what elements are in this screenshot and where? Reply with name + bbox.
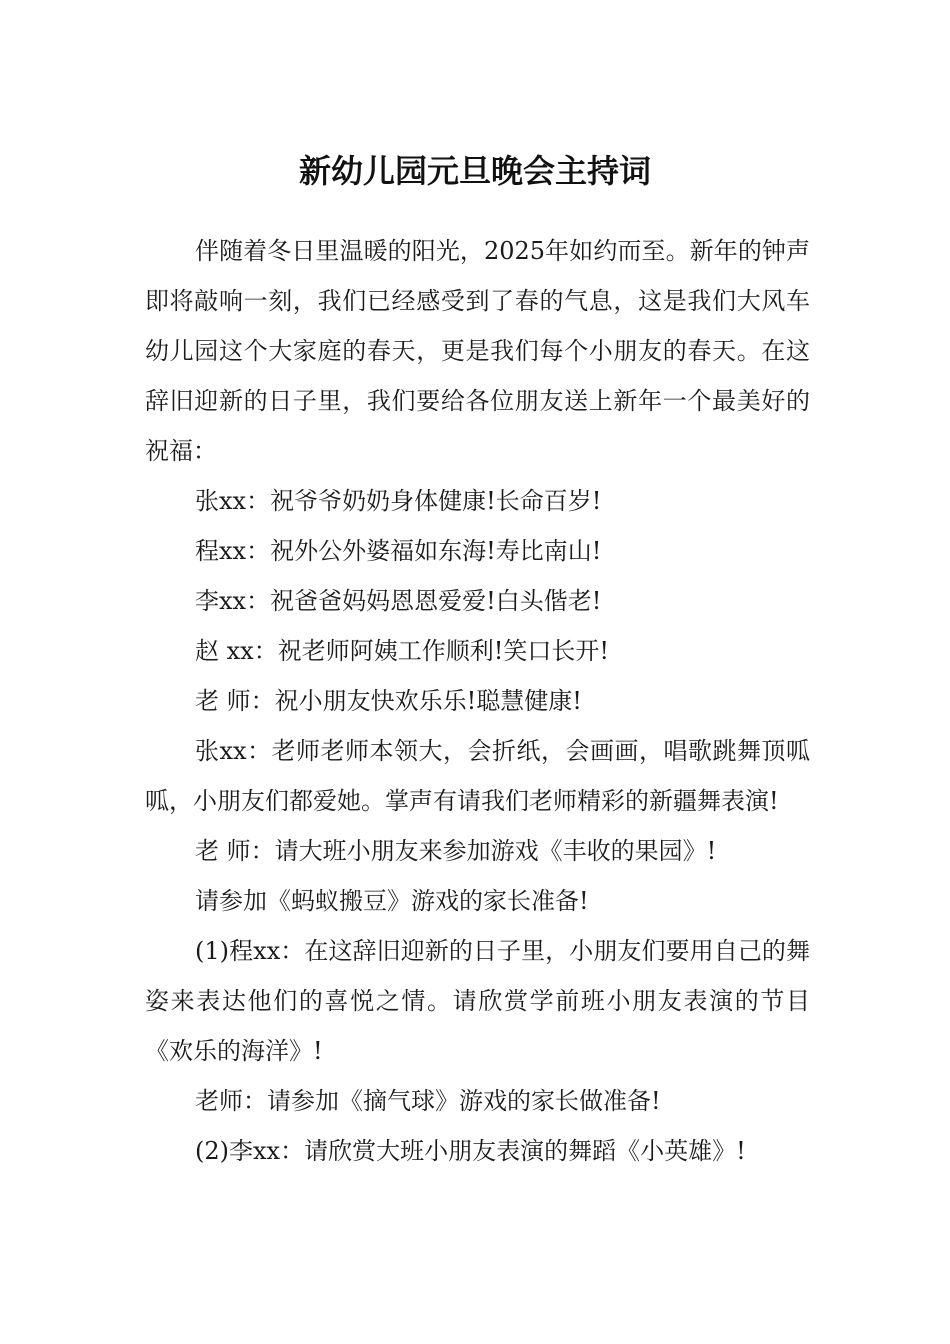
paragraph-wish-teacher: 老 师：祝小朋友快欢乐乐!聪慧健康! — [195, 687, 582, 715]
paragraph-opening: 伴随着冬日里温暖的阳光，2025年如约而至。新年的钟声即将敲响一刻，我们已经感受到了春的气息，这是我们大风车幼儿园这个大家庭的春天，更是我们每个小朋友的春天。在这辞旧迎新的日子里，我们要给各位朋友送上新年一个最美好的祝福： — [145, 237, 810, 465]
paragraph-wish-cheng: 程xx：祝外公外婆福如东海!寿比南山! — [195, 537, 602, 565]
paragraph-zhang-intro-dance: 张xx：老师老师本领大，会折纸，会画画，唱歌跳舞顶呱呱，小朋友们都爱她。掌声有请我们老师精彩的新疆舞表演! — [145, 737, 810, 815]
paragraph-wish-li: 李xx：祝爸爸妈妈恩恩爱爱!白头偕老! — [195, 587, 602, 615]
paragraph-wish-zhang: 张xx：祝爷爷奶奶身体健康!长命百岁! — [195, 487, 602, 515]
paragraph-program-2: (2)李xx：请欣赏大班小朋友表演的舞蹈《小英雄》! — [195, 1137, 746, 1165]
paragraph-teacher-game-orchard: 老 师：请大班小朋友来参加游戏《丰收的果园》! — [195, 837, 717, 865]
paragraph-ant-game-prep: 请参加《蚂蚁搬豆》游戏的家长准备! — [195, 887, 589, 915]
paragraph-wish-zhao: 赵 xx：祝老师阿姨工作顺利!笑口长开! — [195, 637, 609, 665]
document-title: 新幼儿园元旦晚会主持词 — [298, 152, 651, 191]
paragraph-program-1: (1)程xx：在这辞旧迎新的日子里，小朋友们要用自己的舞姿来表达他们的喜悦之情。请欣赏学前班小朋友表演的节目《欢乐的海洋》! — [145, 937, 810, 1065]
document-body — [145, 226, 810, 1176]
paragraph-balloon-game-prep: 老师：请参加《摘气球》游戏的家长做准备! — [195, 1087, 661, 1115]
